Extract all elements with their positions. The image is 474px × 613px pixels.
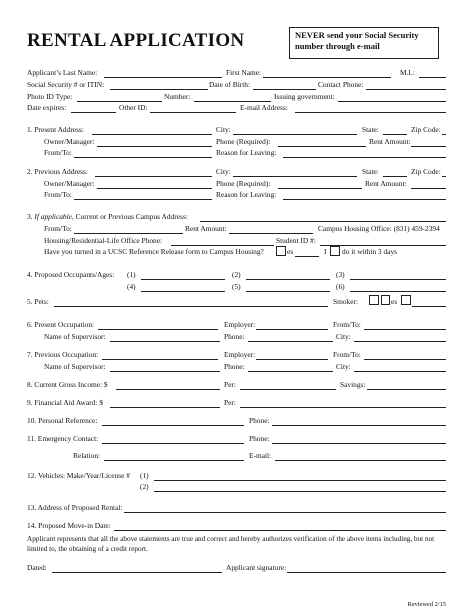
smoker-label: Smoker: xyxy=(333,297,359,306)
last-name-field[interactable] xyxy=(104,77,222,78)
previous-owner-field[interactable] xyxy=(97,188,212,189)
authorization-statement: Applicant represents that all the above statements are true and correct and hereby authorizes verification of the above items including, but not limited to, the obtaining of a credit report. xyxy=(27,535,435,553)
occupant-3-label: (3) xyxy=(336,270,345,279)
present-employer-field[interactable] xyxy=(256,329,328,330)
move-in-label: 14. Proposed Move-in Date: xyxy=(27,521,111,530)
campus-rent-field[interactable] xyxy=(229,233,313,234)
present-occ-phone-field[interactable] xyxy=(248,341,333,342)
present-city-field[interactable] xyxy=(233,134,357,135)
reference-within-checkbox[interactable] xyxy=(330,246,340,256)
emergency-field[interactable] xyxy=(102,443,244,444)
photo-id-type-field[interactable] xyxy=(77,101,162,102)
ssn-notice-box: NEVER send your Social Security number through e-mail xyxy=(289,27,439,59)
relation-label: Relation: xyxy=(73,451,101,460)
last-name-label: Applicant’s Last Name: xyxy=(27,68,98,77)
occupant-4-label: (4) xyxy=(127,282,136,291)
previous-from-to-field[interactable] xyxy=(74,199,212,200)
present-occupation-field[interactable] xyxy=(98,329,218,330)
smoker-yes-checkbox[interactable] xyxy=(401,295,411,305)
email-label: E-mail Address: xyxy=(240,103,288,112)
present-occ-city-field[interactable] xyxy=(354,341,446,342)
previous-occ-from-to-field[interactable] xyxy=(364,359,446,360)
previous-occ-from-to-label: From/To: xyxy=(333,350,361,359)
vehicle-1-label: (1) xyxy=(140,471,149,480)
previous-from-to-label: From/To: xyxy=(44,190,72,199)
present-owner-label: Owner/Manager: xyxy=(44,137,95,146)
previous-zip-label: Zip Code: xyxy=(411,167,441,176)
other-id-label: Other ID: xyxy=(119,103,148,112)
issuing-government-label: Issuing government: xyxy=(274,92,335,101)
previous-employer-field[interactable] xyxy=(256,359,328,360)
dated-field[interactable] xyxy=(52,572,222,573)
date-expires-field[interactable] xyxy=(71,112,116,113)
aid-label: 9. Financial Aid Award: $ xyxy=(27,398,103,407)
proposed-rental-field[interactable] xyxy=(124,512,446,513)
applicant-signature-label: Applicant signature: xyxy=(226,563,287,572)
smoker-yes-label: es xyxy=(391,297,398,306)
occupant-4-field[interactable] xyxy=(141,291,225,292)
present-zip-label: Zip Code: xyxy=(411,125,441,134)
emergency-phone-field[interactable] xyxy=(272,443,446,444)
income-per-label: Per: xyxy=(224,380,236,389)
present-supervisor-label: Name of Supervisor: xyxy=(44,332,106,341)
previous-phone-label: Phone (Required): xyxy=(216,179,271,188)
previous-city-field[interactable] xyxy=(233,176,357,177)
present-address-field[interactable] xyxy=(92,134,212,135)
id-number-label: Number: xyxy=(164,92,191,101)
reference-question: Have you turned in a UCSC Reference Release form to Campus Housing? xyxy=(44,247,264,256)
previous-address-field[interactable] xyxy=(95,176,212,177)
present-address-label: 1. Present Address: xyxy=(27,125,84,134)
present-occ-from-to-field[interactable] xyxy=(364,329,446,330)
previous-occ-city-field[interactable] xyxy=(354,371,446,372)
previous-employer-label: Employer: xyxy=(224,350,256,359)
smoker-checkbox-1[interactable] xyxy=(369,295,379,305)
smoker-checkbox-2[interactable] xyxy=(381,295,390,305)
previous-city-label: City: xyxy=(216,167,231,176)
issuing-government-field[interactable] xyxy=(338,101,446,102)
present-zip-field[interactable] xyxy=(442,134,446,135)
reference-label: 10. Personal Reference: xyxy=(27,416,98,425)
email-field[interactable] xyxy=(295,112,446,113)
reference-phone-field[interactable] xyxy=(272,425,446,426)
previous-rent-label: Rent Amount: xyxy=(365,179,407,188)
previous-state-label: State: xyxy=(362,167,379,176)
present-supervisor-field[interactable] xyxy=(110,341,220,342)
vehicle-1-field[interactable] xyxy=(154,480,446,481)
previous-address-label: 2. Previous Address: xyxy=(27,167,88,176)
student-id-label: Student ID #: xyxy=(276,236,316,245)
present-employer-label: Employer: xyxy=(224,320,256,329)
mi-label: M.I.: xyxy=(400,68,415,77)
dated-label: Dated: xyxy=(27,563,47,572)
applicant-signature-field[interactable] xyxy=(287,572,446,573)
other-id-field[interactable] xyxy=(150,112,236,113)
emergency-email-field[interactable] xyxy=(275,460,446,461)
present-owner-field[interactable] xyxy=(97,146,212,147)
previous-supervisor-label: Name of Supervisor: xyxy=(44,362,106,371)
campus-address-label: 3. If applicable, Current or Previous Campus Address: xyxy=(27,212,188,221)
vehicles-label: 12. Vehicles: Make/Year/License # xyxy=(27,471,130,480)
occupant-6-label: (6) xyxy=(336,282,345,291)
emergency-email-label: E-mail: xyxy=(249,451,272,460)
aid-per-field[interactable] xyxy=(240,407,446,408)
reference-phone-label: Phone: xyxy=(249,416,270,425)
vehicle-2-field[interactable] xyxy=(154,491,446,492)
previous-occupation-field[interactable] xyxy=(102,359,218,360)
savings-label: Savings: xyxy=(340,380,366,389)
previous-occ-phone-label: Phone: xyxy=(224,362,245,371)
previous-state-field[interactable] xyxy=(383,176,407,177)
campus-housing-office: Campus Housing Office: (831) 459-2394 xyxy=(318,224,440,233)
previous-reason-label: Reason for Leaving: xyxy=(216,190,277,199)
occupant-3-field[interactable] xyxy=(350,279,446,280)
res-life-phone-field[interactable] xyxy=(171,245,274,246)
present-from-to-field[interactable] xyxy=(74,157,212,158)
savings-field[interactable] xyxy=(367,389,446,390)
dob-label: Date of Birth: xyxy=(209,80,251,89)
page-title: RENTAL APPLICATION xyxy=(27,30,245,51)
smoker-field[interactable] xyxy=(412,306,446,307)
pets-label: 5. Pets: xyxy=(27,297,49,306)
previous-owner-label: Owner/Manager: xyxy=(44,179,95,188)
previous-reason-field[interactable] xyxy=(283,199,446,200)
campus-from-to-label: From/To: xyxy=(44,224,72,233)
first-name-field[interactable] xyxy=(263,77,391,78)
move-in-field[interactable] xyxy=(114,530,446,531)
occupant-2-label: (2) xyxy=(232,270,241,279)
present-phone-field[interactable] xyxy=(278,146,366,147)
present-rent-label: Rent Amount: xyxy=(369,137,411,146)
reference-within-label: do it within 3 days xyxy=(342,247,398,256)
emergency-label: 11. Emergency Contact: xyxy=(27,434,99,443)
occupant-5-label: (5) xyxy=(232,282,241,291)
campus-address-field[interactable] xyxy=(200,221,446,222)
present-occupation-label: 6. Present Occupation: xyxy=(27,320,95,329)
income-label: 8. Current Gross Income: $ xyxy=(27,380,108,389)
occupant-2-field[interactable] xyxy=(246,279,330,280)
pets-field[interactable] xyxy=(54,306,328,307)
previous-supervisor-field[interactable] xyxy=(110,371,220,372)
present-state-field[interactable] xyxy=(383,134,407,135)
previous-occ-city-label: City: xyxy=(336,362,351,371)
present-reason-label: Reason for Leaving: xyxy=(216,148,277,157)
reference-no-label: I xyxy=(324,247,327,256)
present-rent-field[interactable] xyxy=(411,146,446,147)
id-number-field[interactable] xyxy=(194,101,271,102)
previous-phone-field[interactable] xyxy=(278,188,362,189)
contact-phone-label: Contact Phone: xyxy=(318,80,364,89)
present-from-to-label: From/To: xyxy=(44,148,72,157)
first-name-label: First Name: xyxy=(226,68,262,77)
campus-from-to-field[interactable] xyxy=(74,233,183,234)
income-field[interactable] xyxy=(116,389,220,390)
reference-yes-line xyxy=(295,256,319,257)
res-life-phone-label: Housing/Residential-Life Office Phone: xyxy=(44,236,163,245)
occupants-label: 4. Proposed Occupants/Ages: xyxy=(27,270,115,279)
present-occ-city-label: City: xyxy=(336,332,351,341)
aid-per-label: Per: xyxy=(224,398,236,407)
mi-field[interactable] xyxy=(419,77,446,78)
income-per-field[interactable] xyxy=(240,389,336,390)
present-occ-from-to-label: From/To: xyxy=(333,320,361,329)
ssn-label: Social Security # or ITIN: xyxy=(27,80,105,89)
previous-occ-phone-field[interactable] xyxy=(248,371,333,372)
emergency-phone-label: Phone: xyxy=(249,434,270,443)
aid-field[interactable] xyxy=(110,407,220,408)
present-reason-field[interactable] xyxy=(283,157,446,158)
campus-rent-label: Rent Amount: xyxy=(185,224,227,233)
present-occ-phone-label: Phone: xyxy=(224,332,245,341)
occupant-6-field[interactable] xyxy=(350,291,446,292)
proposed-rental-label: 13. Address of Proposed Rental: xyxy=(27,503,123,512)
ssn-field[interactable] xyxy=(110,89,208,90)
occupant-5-field[interactable] xyxy=(246,291,330,292)
previous-occupation-label: 7. Previous Occupation: xyxy=(27,350,99,359)
occupant-1-label: (1) xyxy=(127,270,136,279)
date-expires-label: Date expires: xyxy=(27,103,67,112)
revision-note: Reviewed 2/15 xyxy=(407,601,446,608)
present-phone-label: Phone (Required): xyxy=(216,137,271,146)
reference-yes-checkbox[interactable] xyxy=(276,246,286,256)
reference-field[interactable] xyxy=(102,425,244,426)
dob-field[interactable] xyxy=(253,89,316,90)
reference-yes-label: es xyxy=(287,247,294,256)
relation-field[interactable] xyxy=(104,460,244,461)
previous-zip-field[interactable] xyxy=(442,176,446,177)
contact-phone-field[interactable] xyxy=(366,89,446,90)
photo-id-type-label: Photo ID Type: xyxy=(27,92,73,101)
previous-rent-field[interactable] xyxy=(411,188,446,189)
vehicle-2-label: (2) xyxy=(140,482,149,491)
present-state-label: State: xyxy=(362,125,379,134)
present-city-label: City: xyxy=(216,125,231,134)
occupant-1-field[interactable] xyxy=(141,279,225,280)
